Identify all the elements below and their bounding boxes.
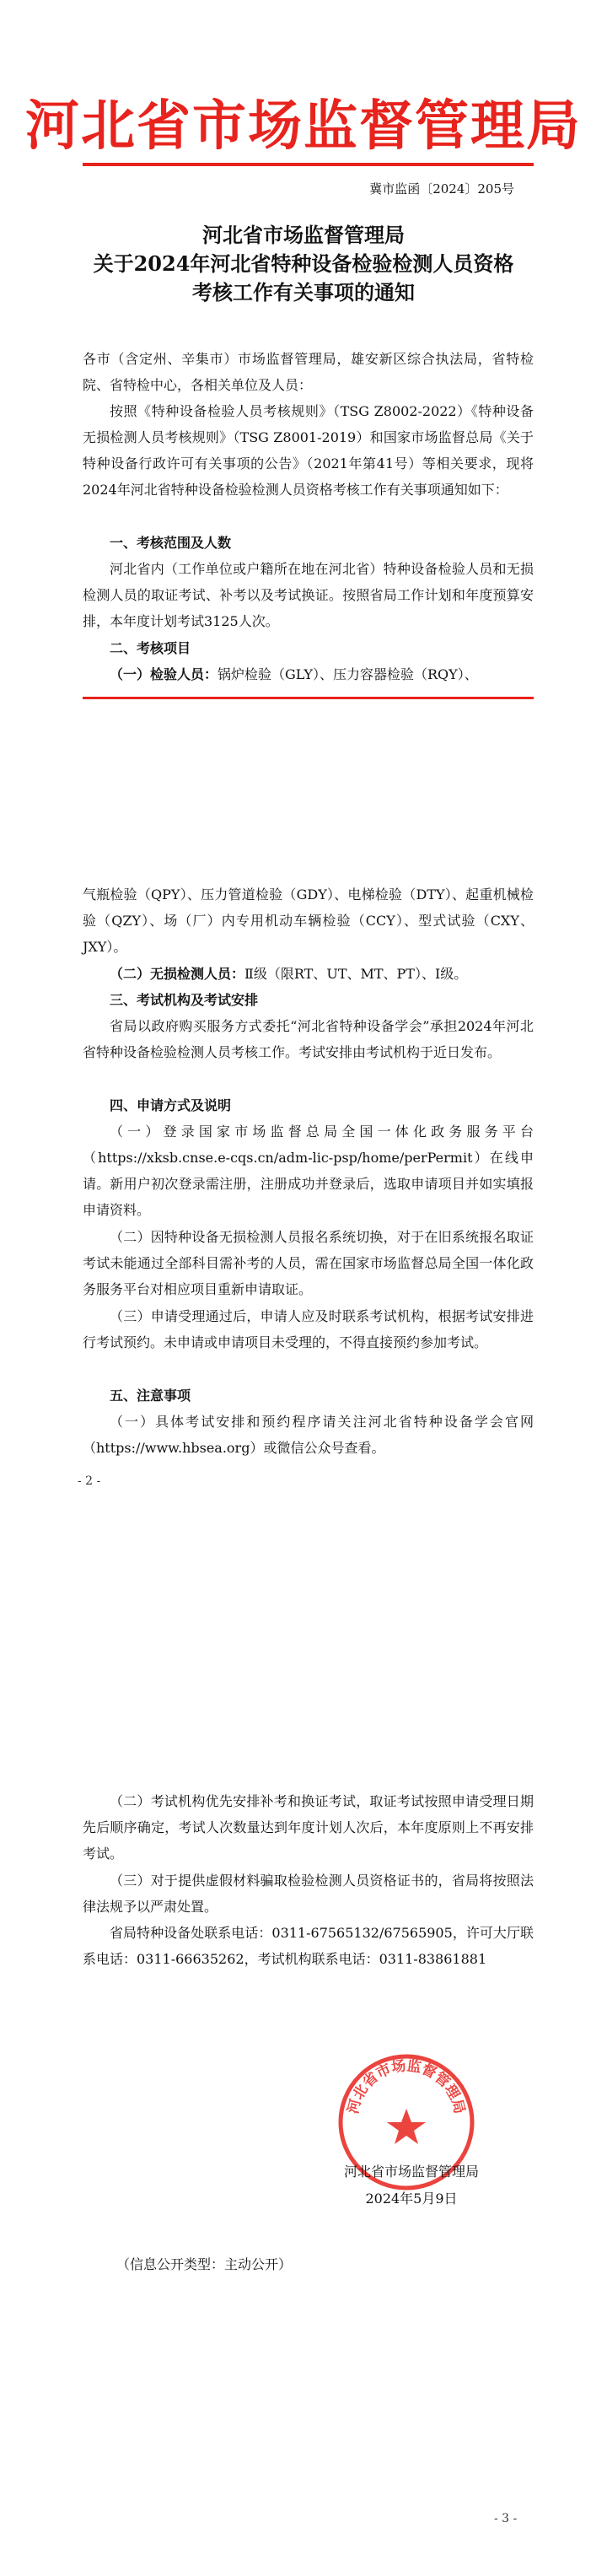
item-2-label: （二）无损检测人员：: [110, 966, 245, 982]
item-1-label: （一）检验人员：: [110, 666, 218, 682]
page-number-2: - 2 -: [78, 1474, 101, 1488]
section-2-heading: 二、考核项目: [110, 640, 191, 656]
section-5-para-1: （一）具体考试安排和预约程序请关注河北省特种设备学会官网（https://www.hbsea.org）或微信公众号查看。: [83, 1414, 534, 1456]
seal-text: 河北省市场监督管理局: [345, 2057, 468, 2116]
section-4-para-1: （一）登录国家市场监督总局全国一体化政务服务平台（https://xksb.cnse.e-cqs.cn/adm-lic-psp/home/perPermit）在线申请。新用户初次登录需注册，注册成功并登录后，选取申请项目并如实填报申请资料。: [83, 1124, 534, 1218]
section-5-heading: 五、注意事项: [110, 1388, 191, 1404]
signature-org: 河北省市场监督管理局: [343, 2164, 479, 2180]
section-2-item-1-first-line: [83, 661, 534, 687]
page-1-bottom-red-rule: [83, 697, 534, 699]
signature-date: 2024年5月9日: [365, 2191, 458, 2207]
document-number: 冀市监函〔2024〕205号: [369, 181, 514, 197]
agency-masthead: 河北省市场监督管理局: [25, 95, 582, 158]
section-3-heading: 三、考试机构及考试安排: [110, 992, 259, 1008]
section-2-item-2: [83, 961, 534, 987]
section-4-para-2: （二）因特种设备无损检测人员报名系统切换，对于在旧系统报名取证考试未能通过全部科目需补考的人员，需在国家市场监督总局全国一体化政务服务平台对相应项目重新申请取证。: [83, 1229, 534, 1297]
title-line-1: 河北省市场监督管理局: [202, 223, 405, 247]
disclosure-type: （信息公开类型：主动公开）: [116, 2256, 293, 2272]
section-5-para-2: （二）考试机构优先安排补考和换证考试，取证考试按照申请受理日期先后顺序确定，考试人次数量达到年度计划人次后，本年度原则上不再安排考试。: [83, 1793, 534, 1862]
section-4-heading: 四、申请方式及说明: [110, 1097, 232, 1113]
item-2-body: Ⅱ级（限RT、UT、MT、PT）、Ⅰ级。: [244, 966, 468, 982]
page-number-3: - 3 -: [494, 2512, 518, 2525]
title-line-3: 考核工作有关事项的通知: [192, 280, 415, 304]
item-1-part-1: 锅炉检验（GLY）、压力容器检验（RQY）、: [218, 666, 478, 682]
recipients: 各市（含定州、辛集市）市场监督管理局，雄安新区综合执法局，省特检院、省特检中心，各相关单位及人员：: [83, 351, 534, 393]
section-4-para-3: （三）申请受理通过后，申请人应及时联系考试机构，根据考试安排进行考试预约。未申请或申请项目未受理的，不得直接预约参加考试。: [83, 1308, 534, 1350]
section-1-body: 河北省内（工作单位或户籍所在地在河北省）特种设备检验人员和无损检测人员的取证考试、补考以及考试换证。按照省局工作计划和年度预算安排，本年度计划考试3125人次。: [83, 561, 534, 629]
title-line-2: 关于2024年河北省特种设备检验检测人员资格: [93, 251, 514, 276]
intro-paragraph: 按照《特种设备检验人员考核规则》（TSG Z8002-2022）《特种设备无损检测人员考核规则》（TSG Z8001-2019）和国家市场监督总局《关于特种设备行政许可有关事项的公告》（2021年第41号）等相关要求，现将2024年河北省特种设备检验检测人员资格考核工作有关事项通知如下：: [83, 403, 534, 498]
contact-info: 省局特种设备处联系电话：0311-67565132/67565905，许可大厅联系电话：0311-66635262，考试机构联系电话：0311-83861881: [83, 1925, 534, 1967]
masthead-red-rule: [83, 163, 534, 166]
section-2-item-1-continued: 气瓶检验（QPY）、压力管道检验（GDY）、电梯检验（DTY）、起重机械检验（QZY）、场（厂）内专用机动车辆检验（CCY）、型式试验（CXY、JXY）。: [83, 887, 534, 955]
svg-text:河北省市场监督管理局: [345, 2056, 468, 2115]
section-3-body: 省局以政府购买服务方式委托“河北省特种设备学会”承担2024年河北省特种设备检验检测人员考核工作。考试安排由考试机构于近日发布。: [83, 1018, 534, 1060]
section-5-para-3: （三）对于提供虚假材料骗取检验检测人员资格证书的，省局将按照法律法规予以严肃处置。: [83, 1873, 534, 1915]
section-1-heading: 一、考核范围及人数: [110, 535, 232, 551]
